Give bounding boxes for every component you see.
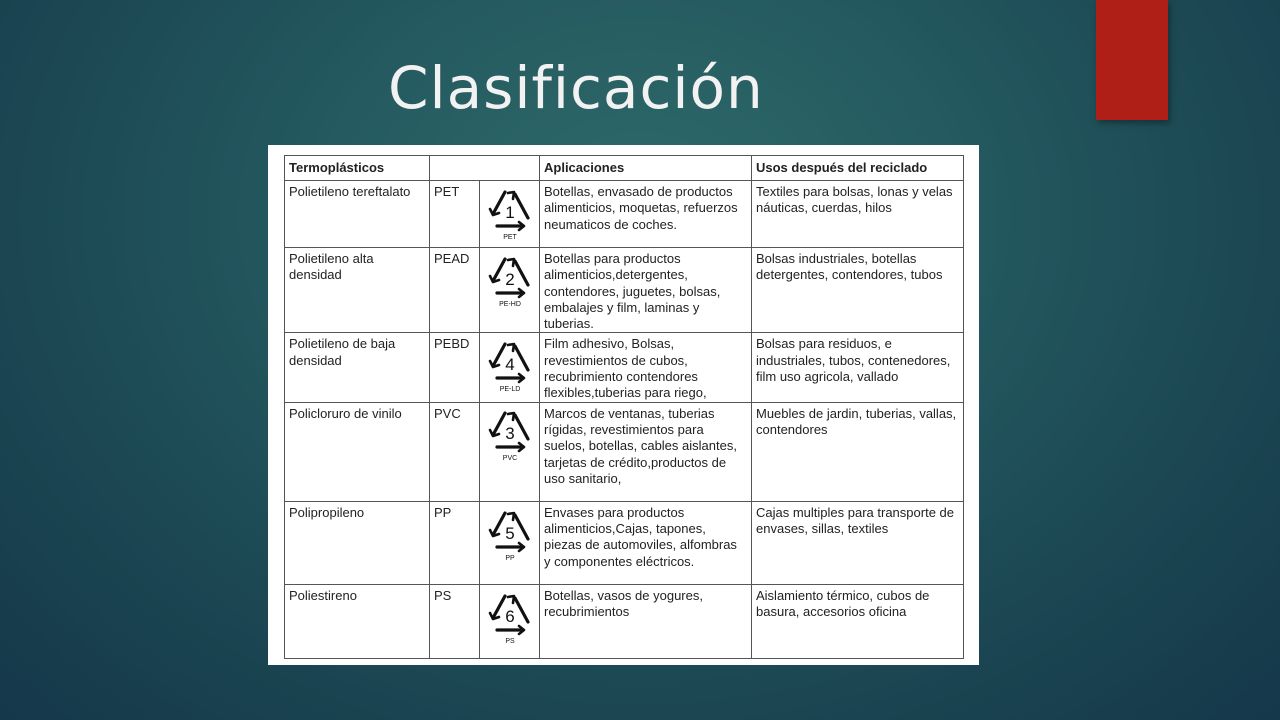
recycling-symbol-icon bbox=[484, 251, 536, 309]
applications-text: Film adhesivo, Bolsas, revestimientos de cubos, recubrimiento contendores flexibles,tuberias para riego, bbox=[540, 333, 752, 402]
material-name: Polietileno tereftalato bbox=[285, 181, 430, 248]
applications-text: Envases para productos alimenticios,Cajas, tapones, piezas de automoviles, alfombras y componentes eléctricos. bbox=[540, 501, 752, 584]
recycling-label: PS bbox=[505, 637, 515, 645]
material-code: PVC bbox=[430, 402, 480, 501]
material-name: Polipropileno bbox=[285, 501, 430, 584]
after-recycling-text: Muebles de jardin, tuberias, vallas, contendores bbox=[752, 402, 964, 501]
recycling-label: PP bbox=[505, 554, 515, 562]
recycling-symbol-icon bbox=[484, 405, 536, 463]
table-header-row bbox=[285, 156, 964, 181]
after-recycling-text: Aislamiento térmico, cubos de basura, accesorios oficina bbox=[752, 584, 964, 658]
material-name: Policloruro de vinilo bbox=[285, 402, 430, 501]
material-name: Polietileno alta densidad bbox=[285, 248, 430, 333]
table-row bbox=[285, 333, 964, 402]
applications-text: Botellas, vasos de yogures, recubrimientos bbox=[540, 584, 752, 658]
material-name: Polietileno de baja densidad bbox=[285, 333, 430, 402]
applications-text: Marcos de ventanas, tuberias rígidas, revestimientos para suelos, botellas, cables aislantes, tarjetas de crédito,productos de uso sanitario, bbox=[540, 402, 752, 501]
material-code: PS bbox=[430, 584, 480, 658]
applications-text: Botellas para productos alimenticios,detergentes, contendores, juguetes, bolsas, embalajes y film, laminas y tuberias. bbox=[540, 248, 752, 333]
recycling-number: 6 bbox=[505, 606, 515, 626]
header-applications: Aplicaciones bbox=[540, 156, 752, 181]
table-row bbox=[285, 501, 964, 584]
recycling-symbol-cell bbox=[480, 181, 540, 248]
table-image-frame bbox=[268, 145, 979, 665]
recycling-symbol-cell bbox=[480, 584, 540, 658]
recycling-label: PET bbox=[503, 234, 517, 241]
after-recycling-text: Bolsas para residuos, e industriales, tubos, contenedores, film uso agricola, vallado bbox=[752, 333, 964, 402]
material-code: PET bbox=[430, 181, 480, 248]
header-after-recycling: Usos después del reciclado bbox=[752, 156, 964, 181]
recycling-symbol-icon bbox=[484, 505, 536, 563]
header-thermoplastics: Termoplásticos bbox=[285, 156, 430, 181]
table-row bbox=[285, 584, 964, 658]
recycling-label: PE-HD bbox=[499, 301, 521, 308]
recycling-symbol-icon bbox=[484, 184, 536, 242]
recycling-symbol-cell bbox=[480, 248, 540, 333]
material-code: PEAD bbox=[430, 248, 480, 333]
recycling-symbol-icon bbox=[484, 588, 536, 646]
recycling-symbol-cell bbox=[480, 501, 540, 584]
table-row bbox=[285, 248, 964, 333]
recycling-symbol-cell bbox=[480, 333, 540, 402]
recycling-number: 2 bbox=[505, 270, 515, 289]
after-recycling-text: Bolsas industriales, botellas detergentes, contendores, tubos bbox=[752, 248, 964, 333]
recycling-symbol-icon bbox=[484, 336, 536, 394]
header-code bbox=[430, 156, 540, 181]
recycling-label: PVC bbox=[502, 454, 518, 462]
recycling-number: 4 bbox=[505, 355, 515, 375]
after-recycling-text: Textiles para bolsas, lonas y velas náuticas, cuerdas, hilos bbox=[752, 181, 964, 248]
slide-title: Clasificación bbox=[388, 54, 764, 122]
material-name: Poliestireno bbox=[285, 584, 430, 658]
accent-bar bbox=[1096, 0, 1168, 120]
applications-text: Botellas, envasado de productos alimenticios, moquetas, refuerzos neumaticos de coches. bbox=[540, 181, 752, 248]
after-recycling-text: Cajas multiples para transporte de envases, sillas, textiles bbox=[752, 501, 964, 584]
recycling-number: 1 bbox=[505, 203, 515, 222]
recycling-number: 3 bbox=[505, 423, 515, 443]
plastics-classification-table bbox=[284, 155, 964, 659]
table-row bbox=[285, 181, 964, 248]
recycling-label: PE-LD bbox=[499, 386, 521, 394]
material-code: PEBD bbox=[430, 333, 480, 402]
recycling-symbol-cell bbox=[480, 402, 540, 501]
material-code: PP bbox=[430, 501, 480, 584]
table-row bbox=[285, 402, 964, 501]
recycling-number: 5 bbox=[505, 523, 515, 543]
